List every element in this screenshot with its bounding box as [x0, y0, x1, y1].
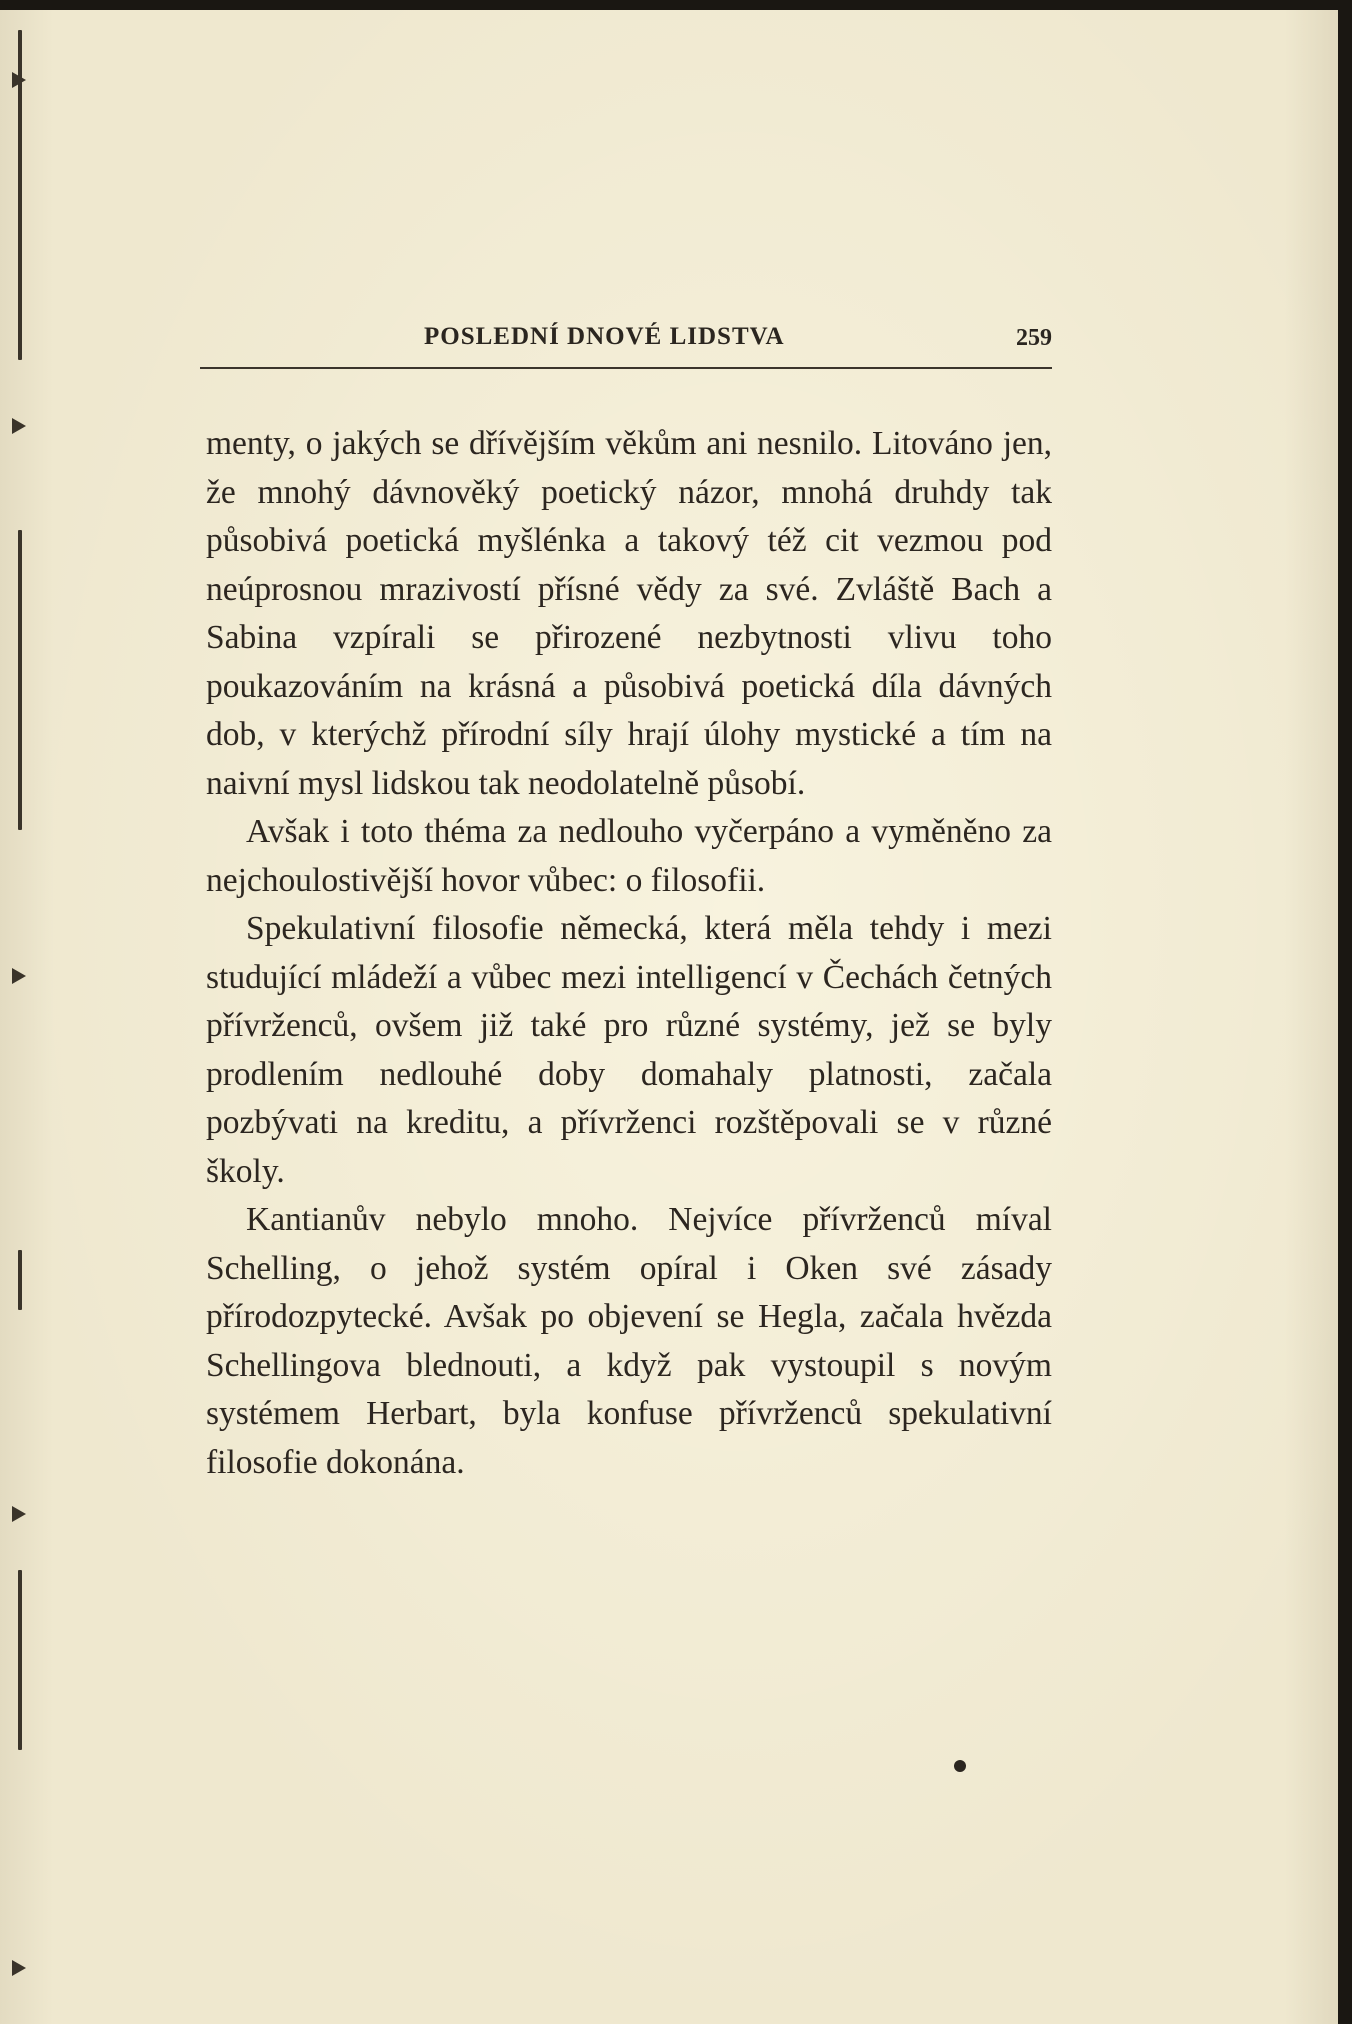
paragraph: Spekulativní filosofie německá, která měla tehdy i mezi studující mládeží a vůbec mezi intelligencí v Čechách četných přívrženců, ovšem již také pro různé systémy, jež se byly prodlením nedlouhé doby domahaly platnosti, začala pozbývati na kreditu, a přívrženci rozštěpovali se v různé školy. — [206, 910, 1052, 1190]
binding-mark-icon — [12, 418, 26, 434]
body-text — [206, 420, 1052, 1487]
running-head — [200, 315, 1052, 365]
paragraph: Kantianův nebylo mnoho. Nejvíce přívrženců míval Schelling, o jehož systém opíral i Oken své zásady přírodozpytecké. Avšak po objevení se Hegla, začala hvězda Schellingova blednouti, a když pak vystoupil s novým systémem Herbart, byla konfuse přívrženců spekulativní filosofie dokonána. — [206, 1201, 1052, 1481]
binding-edge-lower — [18, 1250, 22, 1310]
end-bullet-icon — [954, 1760, 966, 1772]
binding-mark-icon — [12, 1506, 26, 1522]
binding-mark-icon — [12, 72, 26, 88]
header-rule — [200, 367, 1052, 369]
binding-mark-icon — [12, 1960, 26, 1976]
running-head-title: POSLEDNÍ DNOVÉ LIDSTVA — [424, 323, 785, 350]
paragraph: menty, o jakých se dřívějším věkům ani nesnilo. Litováno jen, že mnohý dávnověký poetický názor, mnohá druhdy tak působivá poetická myšlénka a takový též cit vezmou pod neúprosnou mrazivostí přísné vědy za své. Zvláště Bach a Sabina vzpírali se přirozené nezbytnosti vlivu toho poukazováním na krásná a působivá poetická díla dávných dob, v kterýchž přírodní síly hrají úlohy mystické a tím na naivní mysl lidskou tak neodolatelně působí. — [206, 425, 1052, 802]
binding-edge-bottom — [18, 1570, 22, 1750]
book-page — [0, 10, 1338, 2024]
binding-edge-middle — [18, 530, 22, 830]
paragraph: Avšak i toto théma za nedlouho vyčerpáno a vyměněno za nejchoulostivější hovor vůbec: o filosofii. — [206, 813, 1052, 899]
page-number: 259 — [1016, 325, 1052, 351]
binding-mark-icon — [12, 968, 26, 984]
